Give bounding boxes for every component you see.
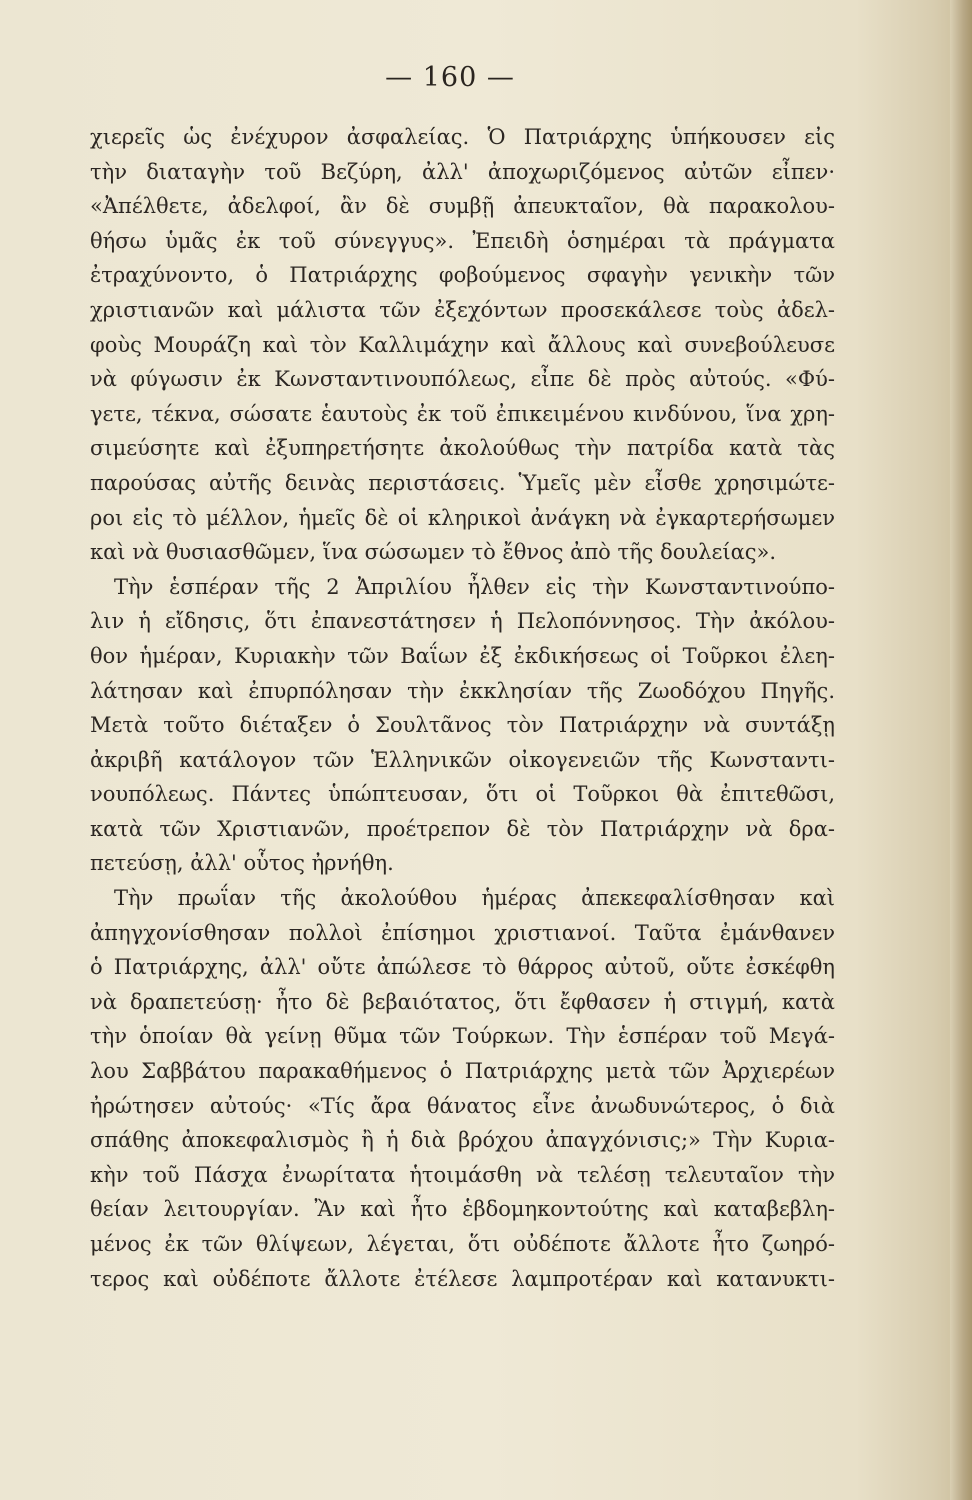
text-line: παρούσας αὐτῆς δεινὰς περιστάσεις. Ὑμεῖς μὲν εἶσθε χρησιμώτε- — [90, 470, 835, 495]
text-line: θον ἡμέραν, Κυριακὴν τῶν Βαΐων ἐξ ἐκδικήσεως οἱ Τοῦρκοι ἐλεη- — [90, 643, 835, 668]
text-line: νουπόλεως. Πάντες ὑπώπτευσαν, ὅτι οἱ Τοῦρκοι θὰ ἐπιτεθῶσι, — [90, 782, 835, 807]
text-line: φοὺς Μουράζη καὶ τὸν Καλλιμάχην καὶ ἄλλους καὶ συνεβούλευσε — [90, 332, 835, 357]
text-line: τερος καὶ οὐδέποτε ἄλλοτε ἐτέλεσε λαμπροτέραν καὶ κατανυκτι- — [90, 1266, 835, 1291]
text-line: μένος ἐκ τῶν θλίψεων, λέγεται, ὅτι οὐδέποτε ἄλλοτε ἦτο ζωηρό- — [90, 1232, 835, 1256]
page-number: — 160 — — [385, 62, 515, 93]
text-line: σιμεύσητε καὶ ἐξυπηρετήσητε ἀκολούθως τὴν πατρίδα κατὰ τὰς — [90, 436, 835, 461]
text-line: χριστιανῶν καὶ μάλιστα τῶν ἐξεχόντων προσεκάλεσε τοὺς ἀδελ- — [90, 297, 835, 322]
text-line: ὁ Πατριάρχης, ἀλλ' οὔτε ἀπώλεσε τὸ θάρρος αὐτοῦ, οὔτε ἐσκέφθη — [90, 955, 835, 980]
text-line: γετε, τέκνα, σώσατε ἑαυτοὺς ἐκ τοῦ ἐπικειμένου κινδύνου, ἵνα χρη- — [90, 401, 835, 426]
text-line: Μετὰ τοῦτο διέταξεν ὁ Σουλτᾶνος τὸν Πατριάρχην νὰ συντάξῃ — [90, 713, 835, 738]
text-line: ἠρώτησεν αὐτούς· «Τίς ἄρα θάνατος εἶνε ἀνωδυνώτερος, ὁ διὰ — [90, 1093, 835, 1118]
text-line: πετεύσῃ, ἀλλ' οὗτος ἠρνήθη. — [90, 851, 394, 876]
body-text — [90, 120, 835, 1296]
text-line: Τὴν ἑσπέραν τῆς 2 Ἀπριλίου ἦλθεν εἰς τὴν Κωνσταντινούπο- — [114, 574, 835, 599]
text-line: «Ἀπέλθετε, ἀδελφοί, ἂν δὲ συμβῇ ἀπευκταῖον, θὰ παρακολου- — [90, 194, 835, 219]
text-line: νὰ φύγωσιν ἐκ Κωνσταντινουπόλεως, εἶπε δὲ πρὸς αὐτούς. «Φύ- — [90, 367, 835, 392]
text-line: τὴν ὁποίαν θὰ γείνῃ θῦμα τῶν Τούρκων. Τὴν ἑσπέραν τοῦ Μεγά- — [90, 1024, 835, 1049]
text-line: λιν ἡ εἴδησις, ὅτι ἐπανεστάτησεν ἡ Πελοπόννησος. Τὴν ἀκόλου- — [90, 609, 835, 634]
text-line: τὴν διαταγὴν τοῦ Βεζύρη, ἀλλ' ἀποχωριζόμενος αὐτῶν εἶπεν· — [90, 159, 835, 184]
text-line: κατὰ τῶν Χριστιανῶν, προέτρεπον δὲ τὸν Πατριάρχην νὰ δρα- — [90, 816, 835, 841]
text-line: θείαν λειτουργίαν. Ἂν καὶ ἦτο ἑβδομηκοντούτης καὶ καταβεβλη- — [90, 1197, 835, 1222]
book-spine-shadow — [950, 0, 972, 1500]
text-line: χιερεῖς ὡς ἐνέχυρον ἀσφαλείας. Ὁ Πατριάρχης ὑπήκουσεν εἰς — [90, 125, 835, 149]
text-line: λάτησαν καὶ ἐπυρπόλησαν τὴν ἐκκλησίαν τῆς Ζωοδόχου Πηγῆς. — [90, 678, 835, 703]
text-line: σπάθης ἀποκεφαλισμὸς ἢ ἡ διὰ βρόχου ἀπαγχόνισις;» Τὴν Κυρια- — [90, 1128, 835, 1153]
text-line: καὶ νὰ θυσιασθῶμεν, ἵνα σώσωμεν τὸ ἔθνος ἀπὸ τῆς δουλείας». — [90, 540, 777, 565]
text-line: νὰ δραπετεύσῃ· ἦτο δὲ βεβαιότατος, ὅτι ἔφθασεν ἡ στιγμή, κατὰ — [90, 989, 835, 1014]
text-line: ροι εἰς τὸ μέλλον, ἡμεῖς δὲ οἱ κληρικοὶ ἀνάγκη νὰ ἐγκαρτερήσωμεν — [90, 505, 835, 530]
text-line: κὴν τοῦ Πάσχα ἐνωρίτατα ἡτοιμάσθη νὰ τελέσῃ τελευταῖον τὴν — [90, 1162, 835, 1187]
text-line: λου Σαββάτου παρακαθήμενος ὁ Πατριάρχης μετὰ τῶν Ἀρχιερέων — [90, 1059, 835, 1084]
text-line: ἀπηγχονίσθησαν πολλοὶ ἐπίσημοι χριστιανοί. Ταῦτα ἐμάνθανεν — [90, 920, 835, 945]
text-line: ἐτραχύνοντο, ὁ Πατριάρχης φοβούμενος σφαγὴν γενικὴν τῶν — [90, 263, 835, 288]
text-line: ἀκριβῆ κατάλογον τῶν Ἑλληνικῶν οἰκογενειῶν τῆς Κωνσταντι- — [90, 747, 835, 772]
text-line: θήσω ὑμᾶς ἐκ τοῦ σύνεγγυς». Ἐπειδὴ ὁσημέραι τὰ πράγματα — [90, 228, 835, 253]
text-line: Τὴν πρωΐαν τῆς ἀκολούθου ἡμέρας ἀπεκεφαλίσθησαν καὶ — [114, 886, 835, 911]
